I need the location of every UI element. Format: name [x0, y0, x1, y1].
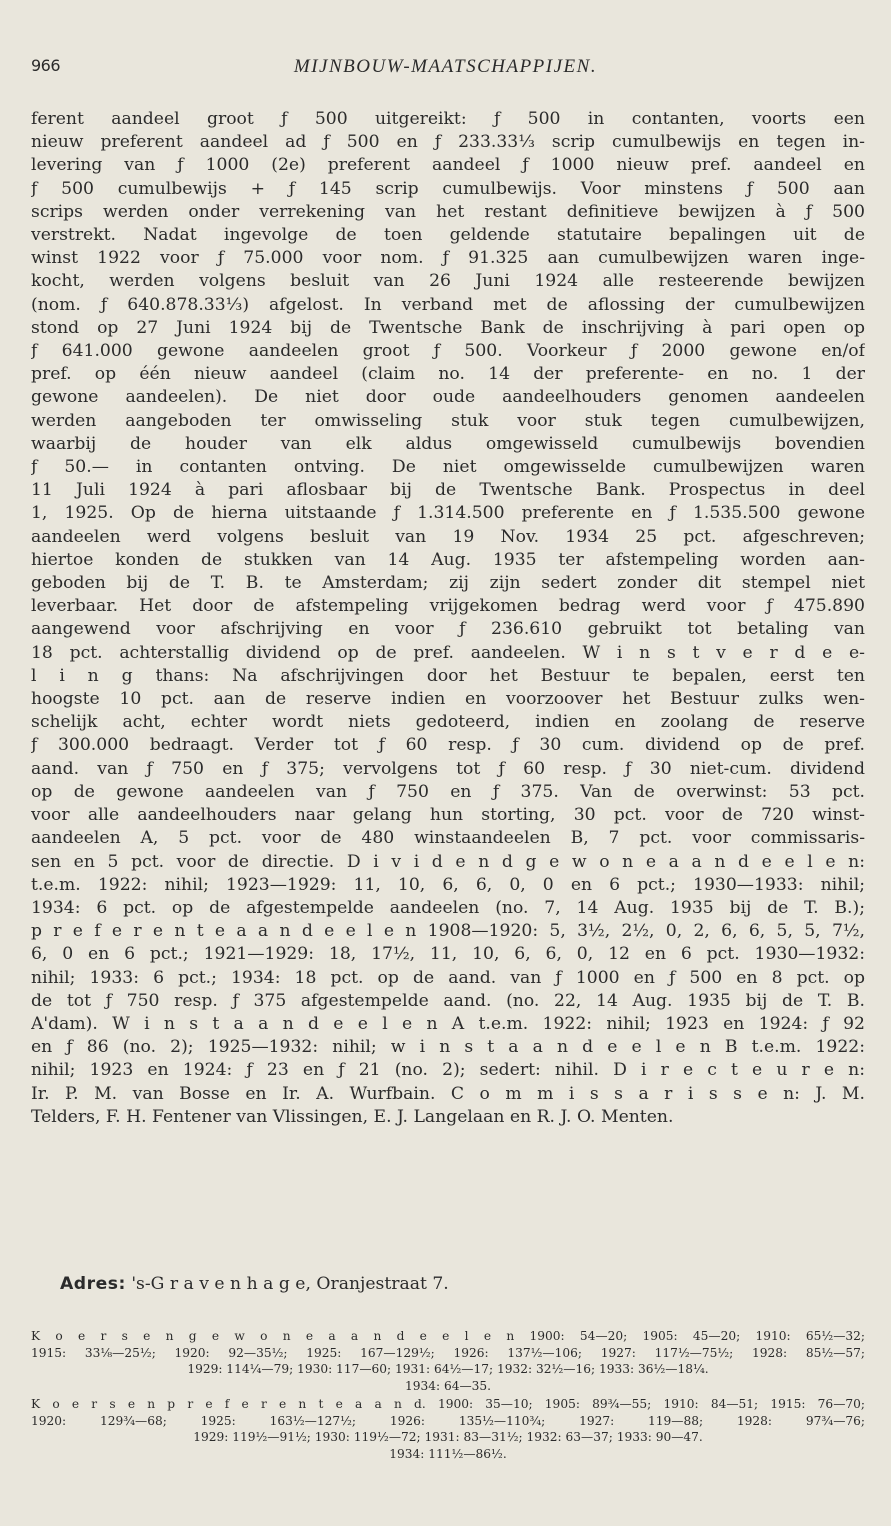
body-line: t.e.m. 1922: nihil; 1923—1929: 11, 10, 6, 6, 0, 0 en 6 pct.; 1930—1933: nihil; — [31, 874, 865, 895]
address-value: 's-G r a v e n h a g e, Oranjestraat 7. — [131, 1274, 449, 1294]
page-number: 966 — [31, 56, 61, 75]
body-line: voor alle aandeelhouders naar gelang hun storting, 30 pct. voor de 720 winst- — [31, 805, 865, 826]
koersen-line: 1920: 129¾—68; 1925: 163½—127½; 1926: 135½—110¾; 1927: 119—88; 1928: 97¾—76; — [31, 1413, 865, 1428]
body-line: de tot ƒ 750 resp. ƒ 375 afgestempelde aand. (no. 22, 14 Aug. 1935 bij de T. B. — [31, 990, 865, 1011]
body-line: ƒ 641.000 gewone aandeelen groot ƒ 500. Voorkeur ƒ 2000 gewone en/of — [31, 341, 865, 362]
body-line: kocht, werden volgens besluit van 26 Juni 1924 alle resteerende bewijzen — [31, 271, 865, 292]
koersen-line: 1934: 111½—86½. — [389, 1446, 507, 1461]
body-line: op de gewone aandeelen van ƒ 750 en ƒ 375. Van de overwinst: 53 pct. — [31, 781, 865, 802]
body-line: p r e f e r e n t e a a n d e e l e n 1908—1920: 5, 3½, 2½, 0, 2, 6, 6, 5, 5, 7½, — [31, 921, 865, 942]
body-line: leverbaar. Het door de afstempeling vrijgekomen bedrag werd voor ƒ 475.890 — [31, 596, 865, 617]
body-line: sen en 5 pct. voor de directie. D i v i d e n d g e w o n e a a n d e e l e n: — [31, 851, 865, 872]
body-line: pref. op één nieuw aandeel (claim no. 14 der preferente- en no. 1 der — [31, 364, 865, 385]
koersen-line: K o e r s e n g e w o n e a a n d e e l e n 1900: 54—20; 1905: 45—20; 1910: 65½—32; — [31, 1329, 865, 1343]
koersen-line: 1929: 114¼—79; 1930: 117—60; 1931: 64½—17; 1932: 32½—16; 1933: 36½—18¼. — [187, 1362, 709, 1376]
page-header — [31, 56, 860, 86]
body-line: verstrekt. Nadat ingevolge de toen geldende statutaire bepalingen uit de — [31, 225, 865, 246]
body-line: nihil; 1923 en 1924: ƒ 23 en ƒ 21 (no. 2); sedert: nihil. D i r e c t e u r e n: — [31, 1060, 865, 1081]
address-label: Adres: — [60, 1274, 126, 1294]
address-line — [60, 1273, 449, 1296]
body-line: hiertoe konden de stukken van 14 Aug. 1935 ter afstempeling worden aan- — [31, 549, 865, 570]
body-line: hoogste 10 pct. aan de reserve indien en voorzoover het Bestuur zulks wen- — [31, 689, 865, 710]
body-line: scrips werden onder verrekening van het restant definitieve bewijzen à ƒ 500 — [31, 201, 865, 222]
body-line: 1, 1925. Op de hierna uitstaande ƒ 1.314.500 preferente en ƒ 1.535.500 gewone — [31, 503, 865, 524]
koersen-line: 1929: 119½—91½; 1930: 119½—72; 1931: 83—31½; 1932: 63—37; 1933: 90—47. — [193, 1430, 703, 1444]
koersen-preferente — [31, 1396, 865, 1462]
body-line: 18 pct. achterstallig dividend op de pref. aandeelen. W i n s t v e r d e e- — [31, 642, 865, 663]
body-line: werden aangeboden ter omwisseling stuk voor stuk tegen cumulbewijzen, — [31, 410, 865, 431]
body-line: ƒ 50.— in contanten ontving. De niet omgewisselde cumulbewijzen waren — [31, 457, 865, 478]
body-line: l i n g thans: Na afschrijvingen door het Bestuur te bepalen, eerst ten — [31, 665, 865, 686]
body-line: 1934: 6 pct. op de afgestempelde aandeelen (no. 7, 14 Aug. 1935 bij de T. B.); — [31, 897, 865, 918]
body-line: aangewend voor afschrijving en voor ƒ 236.610 gebruikt tot betaling van — [31, 619, 865, 640]
body-line: Ir. P. M. van Bosse en Ir. A. Wurfbain. C o m m i s s a r i s s e n: J. M. — [31, 1083, 865, 1104]
body-line: (nom. ƒ 640.878.33⅓) afgelost. In verband met de aflossing der cumulbewijzen — [31, 294, 865, 315]
body-line: ƒ 300.000 bedraagt. Verder tot ƒ 60 resp. ƒ 30 cum. dividend op de pref. — [31, 735, 865, 756]
body-text — [31, 108, 865, 1129]
body-line: aandeelen A, 5 pct. voor de 480 winstaandeelen B, 7 pct. voor commissaris- — [31, 828, 865, 849]
koersen-line: 1915: 33⅛—25½; 1920: 92—35½; 1925: 167—129½; 1926: 137½—106; 1927: 117½—75½; 1928: 85½—57; — [31, 1345, 865, 1360]
body-line: en ƒ 86 (no. 2); 1925—1932: nihil; w i n s t a a n d e e l e n B t.e.m. 1922: — [31, 1037, 865, 1058]
body-line: nihil; 1933: 6 pct.; 1934: 18 pct. op de aand. van ƒ 1000 en ƒ 500 en 8 pct. op — [31, 967, 865, 988]
body-line: geboden bij de T. B. te Amsterdam; zij zijn sedert zonder dit stempel niet — [31, 573, 865, 594]
body-line: A'dam). W i n s t a a n d e e l e n A t.e.m. 1922: nihil; 1923 en 1924: ƒ 92 — [31, 1013, 865, 1034]
body-line: ferent aandeel groot ƒ 500 uitgereikt: ƒ 500 in contanten, voorts een — [31, 109, 865, 129]
body-line: ƒ 500 cumulbewijs + ƒ 145 scrip cumulbewijs. Voor minstens ƒ 500 aan — [31, 178, 865, 199]
koersen-gewone — [31, 1328, 865, 1394]
body-line: winst 1922 voor ƒ 75.000 voor nom. ƒ 91.325 aan cumulbewijzen waren inge- — [31, 248, 865, 269]
body-line: waarbij de houder van elk aldus omgewisseld cumulbewijs bovendien — [31, 433, 865, 454]
koersen-line: K o e r s e n p r e f e r e n t e a a n d. 1900: 35—10; 1905: 89¾—55; 1910: 84—51; 1915: 76—70; — [31, 1397, 865, 1411]
running-title: MIJNBOUW-MAATSCHAPPIJEN. — [293, 56, 598, 77]
body-line: schelijk acht, echter wordt niets gedoteerd, indien en zoolang de reserve — [31, 712, 865, 733]
koersen-line: 1934: 64—35. — [404, 1378, 492, 1393]
body-line: stond op 27 Juni 1924 bij de Twentsche Bank de inschrijving à pari open op — [31, 317, 865, 338]
body-line: nieuw preferent aandeel ad ƒ 500 en ƒ 233.33⅓ scrip cumulbewijs en tegen in- — [31, 132, 865, 153]
body-line: gewone aandeelen). De niet door oude aandeelhouders genomen aandeelen — [31, 387, 865, 408]
body-line: aandeelen werd volgens besluit van 19 Nov. 1934 25 pct. afgeschreven; — [31, 526, 865, 547]
body-line: 6, 0 en 6 pct.; 1921—1929: 18, 17½, 11, 10, 6, 6, 0, 12 en 6 pct. 1930—1932: — [31, 944, 865, 965]
body-line: Telders, F. H. Fentener van Vlissingen, E. J. Langelaan en R. J. O. Menten. — [31, 1106, 674, 1127]
body-line: aand. van ƒ 750 en ƒ 375; vervolgens tot ƒ 60 resp. ƒ 30 niet-cum. dividend — [31, 758, 865, 779]
body-line: levering van ƒ 1000 (2e) preferent aandeel ƒ 1000 nieuw pref. aandeel en — [31, 155, 865, 176]
body-line: 11 Juli 1924 à pari aflosbaar bij de Twentsche Bank. Prospectus in deel — [31, 480, 865, 501]
